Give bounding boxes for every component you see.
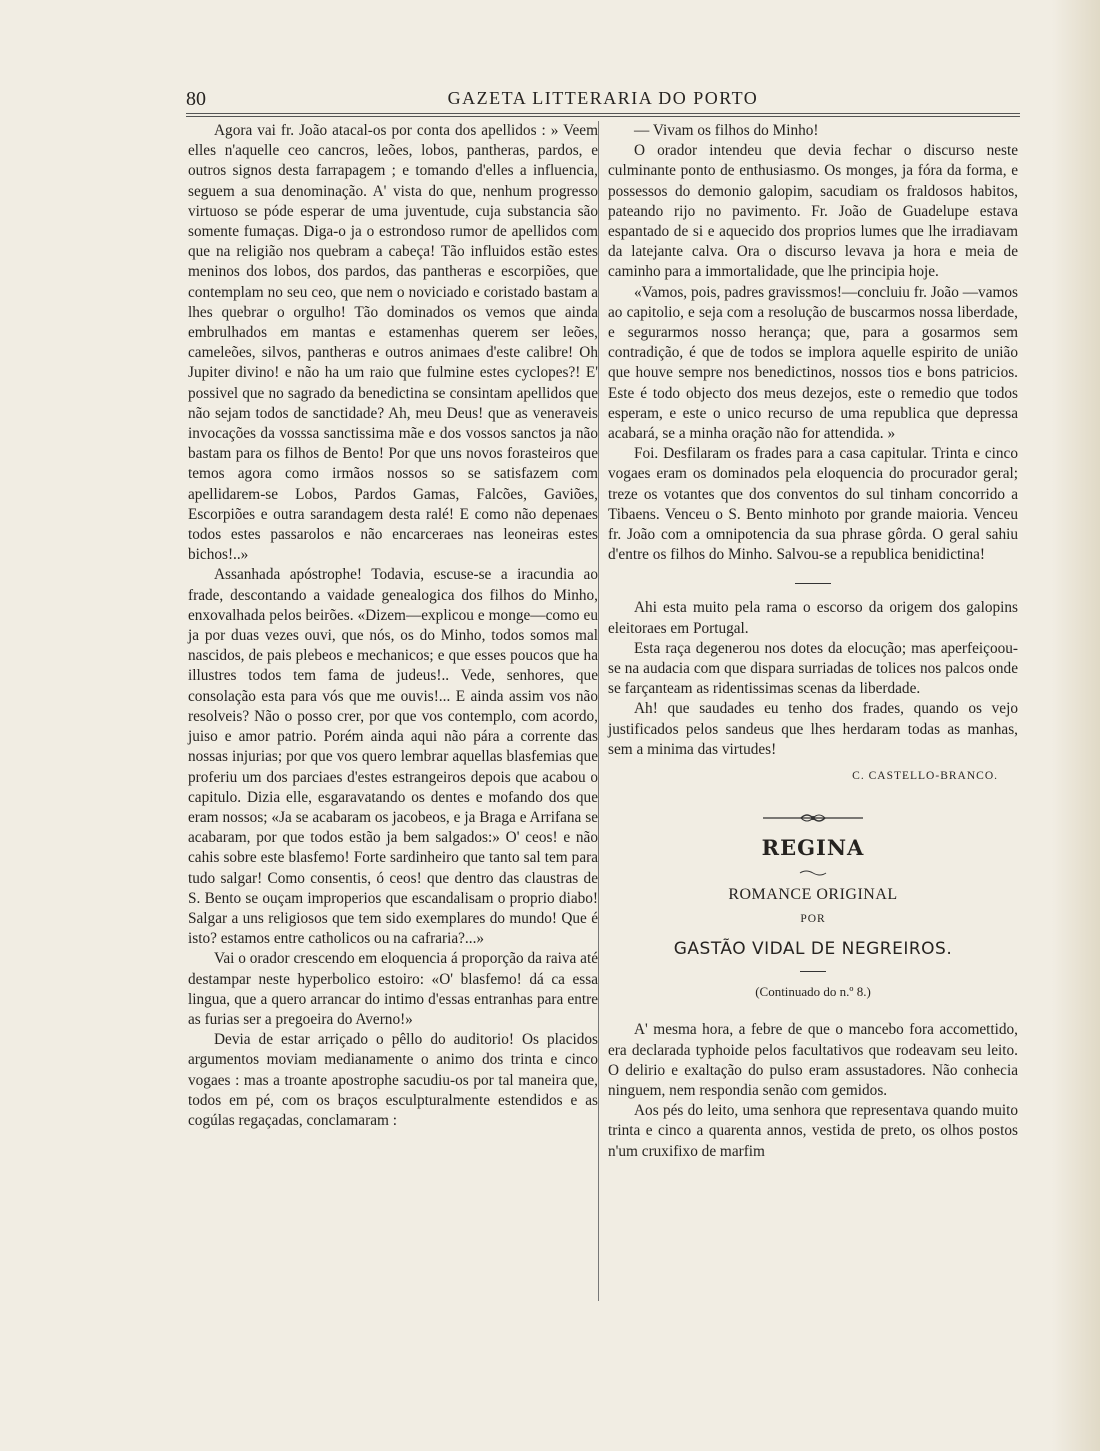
author-signature: C. CASTELLO-BRANCO. [852, 770, 998, 783]
small-ornament [608, 863, 1018, 871]
header-rule-thin [186, 116, 1020, 117]
paragraph: Ahi esta muito pela rama o escorso da origem dos galopins eleitoraes em Portugal. [608, 599, 1018, 637]
paragraph: Vai o orador crescendo em eloquencia á proporção da raiva até destampar neste hyperbolico estoiro: «O' blasfemo! dá ca essa lingua, que a quero arrancar do intimo d'essas entranhas para entre as furias ser a pregoeira do Averno!» [188, 950, 598, 1028]
serial-subtitle: ROMANCE ORIGINAL [728, 885, 898, 903]
paragraph: Ah! que saudades eu tenho dos frades, quando os vejo justificados pelos sandeus que lhes herdaram todas as manhas, sem a minima das virtudes! [608, 700, 1018, 758]
column-divider [598, 121, 599, 1301]
paragraph: Esta raça degenerou nos dotes da elocução; mas aperfeiçoou-se na audacia com que dispara surriadas de tolices nos palcos onde se farçanteam as ridentissimas scenas da liberdade. [608, 639, 1018, 698]
paragraph: O orador intendeu que devia fechar o discurso neste culminante ponto de enthusiasmo. Os monges, ja fóra da forma, e possessos do demonio galopim, sacudiam os fraldosos habitos, pateando rijo no pavimento. Fr. João de Guadelupe estava espantado de si e aquecido dos proprios lumes que lhe irradiavam da latejante calva. Ora o discurso levava ja hora e meia de caminho para a immortalidade, que lhe principia hoje. [608, 142, 1018, 281]
short-dash [800, 971, 826, 972]
page-number: 80 [186, 88, 206, 110]
left-column [188, 121, 598, 1131]
paragraph: Aos pés do leito, uma senhora que representava quando muito trinta e cinco a quarenta annos, vestida de preto, os olhos postos n'um cruxifixo de marfim [608, 1102, 1018, 1160]
serial-author: GASTÃO VIDAL DE NEGREIROS. [673, 938, 953, 959]
page-header [186, 86, 1020, 112]
running-title: GAZETA LITTERARIA DO PORTO [447, 88, 759, 108]
paragraph: Devia de estar arriçado o pêllo do auditorio! Os placidos argumentos moviam medianamente o animo dos trinta e cinco vogaes : mas a troante apostrophe sacudiu-os por tal maneira que, todos em pé, com os braços esculpturalmente estendidos e as cogúlas regaçadas, conclamaram : [188, 1031, 598, 1129]
paragraph: «Vamos, pois, padres gravissmos!—concluiu fr. João —vamos ao capitolio, e seja com a resolução de buscarmos nossa liberdade, e segurarmos nosso herança; que, para a gosarmos sem contradição, é que de todos se implora aquelle espirito de união que houve sempre nos benedictinos, nossos tios e bons patricios. Este é todo objecto dos meus dezejos, este o remedio que todos esperam, e este o unico recurso de uma republica que depressa acabará, se a minha oração não for attendida. » [608, 283, 1018, 443]
ornament-divider [608, 810, 1018, 824]
serial-by: POR [800, 912, 826, 925]
section-dash [795, 583, 831, 584]
paragraph: A' mesma hora, a febre de que o mancebo fora accomettido, era declarada typhoide pelos facultativos que rodeavam seu leito. O delirio e exaltação do pulso eram assustadores. Não conhecia ninguem, nem respondia senão com gemidos. [608, 1021, 1018, 1099]
continued-note: (Continuado do n.º 8.) [755, 984, 871, 1000]
paragraph: Foi. Desfilaram os frades para a casa capitular. Trinta e cinco vogaes eram os dominados pela eloquencia do procurador geral; treze os votantes que dos conventos do sul tinham concorrido a Tibaens. Venceu o S. Bento minhoto por grande maioria. Venceu fr. João com a omnipotencia da sua phrase gôrda. O geral sahiu d'entre os filhos do Minho. Salvou-se a republica benidictina! [608, 445, 1018, 564]
right-column [608, 121, 1018, 1162]
serial-title: REGINA [761, 835, 865, 861]
header-rule-thick [186, 113, 1020, 114]
paragraph: — Vivam os filhos do Minho! [634, 122, 819, 139]
paragraph: Assanhada apóstrophe! Todavia, escuse-se a iracundia ao frade, descontando a vaidade genealogica dos filhos do Minho, enxovalhada pelos beirões. «Dizem—explicou e monge—como eu ja por duas vezes ouvi, que nós, os do Minho, todos somos mal nascidos, de pais plebeos e mechanicos; e que esses poucos que ha illustres todos tem fama de judeus!.. Vede, senhores, que consolação esta para vós que me ouvis!... E ainda assim vos não resolveis? Não o posso crer, por que vos contemplo, com acordo, juiso e amor patrio. Porém ainda aqui não pára a corrente das nossas injurias; por que vos quero lembrar aquellas blasfemias que proferiu um dos parciaes d'estes estrangeiros depois que acabou o capitulo. Dizia elle, esgaravatando os dentes e mofando dos que eram nossos; «Ja se acabaram os jacobeos, e ja Braga e Arrifana se acabaram, por que todos estão ja bem salgados:» O' ceos! e não cahis sobre este blasfemo! Forte sardinheiro que tanto sal tem para tudo salgar! Como consentis, ó ceos! que dentro das claustras de S. Bento se ouçam improperios que escandalisam o proprio diabo! Salgar a uns religiosos que tem sido exemplares do mundo! Que é isto? estamos entre catholicos ou na cafraria?...» [188, 566, 598, 948]
paragraph: Agora vai fr. João atacal-os por conta dos apellidos : » Veem elles n'aquelle ceo cancros, leões, lobos, pantheras, pardos, e outros signos desta farrapagem ; e tomando d'elles a influencia, seguem a sua denominação. A' vista do que, nenhum progresso virtuoso se póde esperar de uma juventude, cuja substancia são somente fumaças. Diga-o ja o estrondoso rumor de apellidos com que na religião nos quebram a cabeça! Tão influidos estão estes meninos dos lobos, dos pardos, das pantheras e escorpiões, que contemplam no seu ceo, que nem o noviciado e coristado bastam a lhes quebrar o orgulho! Tão dominados os vemos que ainda embrulhados em mantas e estamenhas querem ser leões, cameleões, silvos, pantheras e outros animaes d'este calibre! Oh Jupiter divino! e não ha um raio que fulmine estes cyclopes?! E' possivel que no sagrado da benedictina se consintam apellidos que não sejam todos de sanctidade? Ah, meu Deus! que as veneraveis invocações da vosssa sanctissima mãe e dos vossos sanctos ja não bastam para os filhos de Bento! Por que uns novos forasteiros que temos agora como irmãos nossos so se satisfazem com apellidarem-se Lobos, Pardos Gamas, Falcões, Gaviões, Escorpiões e outra sarandagem desta ralé! E como não depenaes todos estes passarolos e não encarceraes nas leoneiras estes bichos!..» [188, 122, 598, 564]
